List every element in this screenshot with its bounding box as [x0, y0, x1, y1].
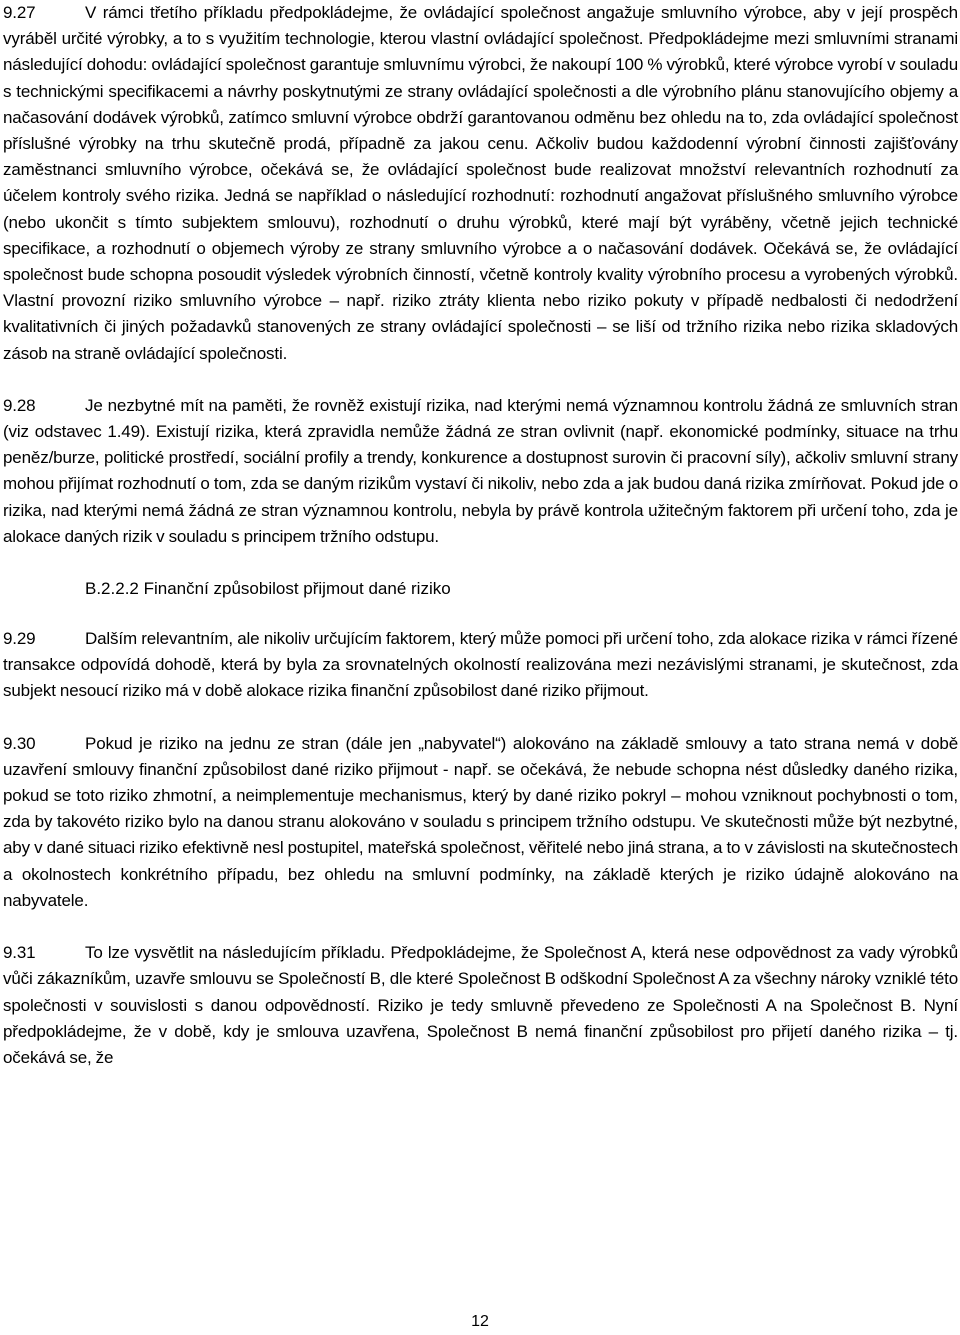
- paragraph-text: V rámci třetího příkladu předpokládejme, že ovládající společnost angažuje smluvního výrobce, aby v její prospěch vyráběl určité výrobky, a to s využitím technologie, kterou vlastní ovládající společnost. Předpokládejme mezi smluvními stranami následující dohodu: ovládající společnost garantuje smluvnímu výrobci, že nakoupí 100 % výrobků, které výrobce vyrobí v souladu s technickými specifikacemi a návrhy poskytnutými ze strany ovládající společnosti a dle výrobního plánu stanovujícího objemy a načasování dodávek výrobků, zatímco smluvní výrobce obdrží garantovanou odměnu bez ohledu na to, zda ovládající společnost příslušné výrobky na trhu skutečně prodá, případně za jakou cenu. Ačkoliv budou každodenní výrobní činnosti zajišťovány zaměstnanci smluvního výrobce, očekává se, že ovládající společnost bude realizovat množství relevantních rozhodnutí za účelem kontroly svého rizika. Jedná se například o následující rozhodnutí: rozhodnutí angažovat příslušného smluvního výrobce (nebo ukončit s tímto subjektem smlouvu), rozhodnutí o druhu výrobků, které mají být vyráběny, včetně jejich technické specifikace, a rozhodnutí o objemech výroby ze strany smluvního výrobce a o načasování dodávek. Očekává se, že ovládající společnost bude schopna posoudit výsledek výrobních činností, včetně kontroly kvality výrobního procesu a vyrobených výrobků. Vlastní provozní riziko smluvního výrobce – např. riziko ztráty klienta nebo riziko pokuty v případě nedbalosti či nedodržení kvalitativních či jiných požadavků stanovených ze strany ovládající společnosti – se liší od tržního rizika nebo rizika skladových zásob na straně ovládající společnosti.: [3, 3, 958, 363]
- paragraph-number: 9.29: [3, 629, 36, 649]
- paragraph-9-31: [3, 940, 958, 1071]
- paragraph-text: Dalším relevantním, ale nikoliv určujícím faktorem, který může pomoci při určení toho, zda alokace rizika v rámci řízené transakce odpovídá dohodě, která by byla za srovnatelných okolností realizována mezi nezávislými stranami, je skutečnost, zda subjekt nesoucí riziko má v době alokace rizika finanční způsobilost dané riziko přijmout.: [3, 629, 958, 701]
- document-body: [3, 0, 958, 1097]
- paragraph-text: Pokud je riziko na jednu ze stran (dále jen „nabyvatel“) alokováno na základě smlouvy a tato strana nemá v době uzavření smlouvy finanční způsobilost dané riziko přijmout - např. se očekává, že nebude schopna nést důsledky daného rizika, pokud se toto riziko zhmotní, a neimplementuje mechanismus, který by dané riziko pokryl – mohou vzniknout pochybnosti o tom, zda by takovéto riziko bylo na danou stranu alokováno v souladu s principem tržního odstupu. Ve skutečnosti může být nezbytné, aby v dané situaci riziko efektivně nesl postupitel, mateřská společnost, věřitelé nebo jiná strana, a to v závislosti na skutečnostech a okolnostech konkrétního případu, bez ohledu na smluvní podmínky, na základě kterých je riziko údajně alokováno na nabyvatele.: [3, 733, 958, 910]
- paragraph-number: 9.27: [3, 3, 36, 22]
- paragraph-9-28: [3, 393, 958, 550]
- paragraph-text: To lze vysvětlit na následujícím příkladu. Předpokládejme, že Společnost A, která nese odpovědnost za vady výrobků vůči zákazníkům, uzavře smlouvu se Společností B, dle které Společnost B odškodní Společnost A za všechny nároky vzniklé této společnosti v souvislosti s danou odpovědností. Riziko je tedy smluvně převedeno ze Společnosti A na Společnost B. Nyní předpokládejme, že v době, kdy je smlouva uzavřena, Společnost B nemá finanční způsobilost pro přijetí daného rizika – tj. očekává se, že: [3, 943, 958, 1067]
- section-heading: B.2.2.2 Finanční způsobilost přijmout dané riziko: [85, 579, 451, 599]
- paragraph-9-29: [3, 626, 958, 705]
- paragraph-9-27: [3, 0, 958, 367]
- paragraph-9-30: [3, 731, 958, 914]
- paragraph-text: Je nezbytné mít na paměti, že rovněž existují rizika, nad kterými nemá významnou kontrolu žádná ze smluvních stran (viz odstavec 1.49). Existují rizika, která zpravidla nemůže žádná ze stran ovlivnit (např. ekonomické podmínky, situace na trhu peněz/burze, politické prostředí, sociální profily a trendy, konkurence a dostupnost surovin či pracovní síly), ačkoliv smluvní strany mohou přijímat rozhodnutí o tom, zda se daným rizikům vystaví či nikoliv, nebo zda a jak budou daná rizika zmírňovat. Pokud jde o rizika, nad kterými nemá žádná ze stran významnou kontrolu, nebyla by právě kontrola užitečným faktorem při určení toho, zda je alokace daných rizik v souladu s principem tržního odstupu.: [3, 395, 958, 546]
- page-number: 12: [471, 1313, 489, 1330]
- paragraph-number: 9.31: [3, 943, 36, 963]
- paragraph-number: 9.30: [3, 733, 36, 753]
- paragraph-number: 9.28: [3, 395, 36, 415]
